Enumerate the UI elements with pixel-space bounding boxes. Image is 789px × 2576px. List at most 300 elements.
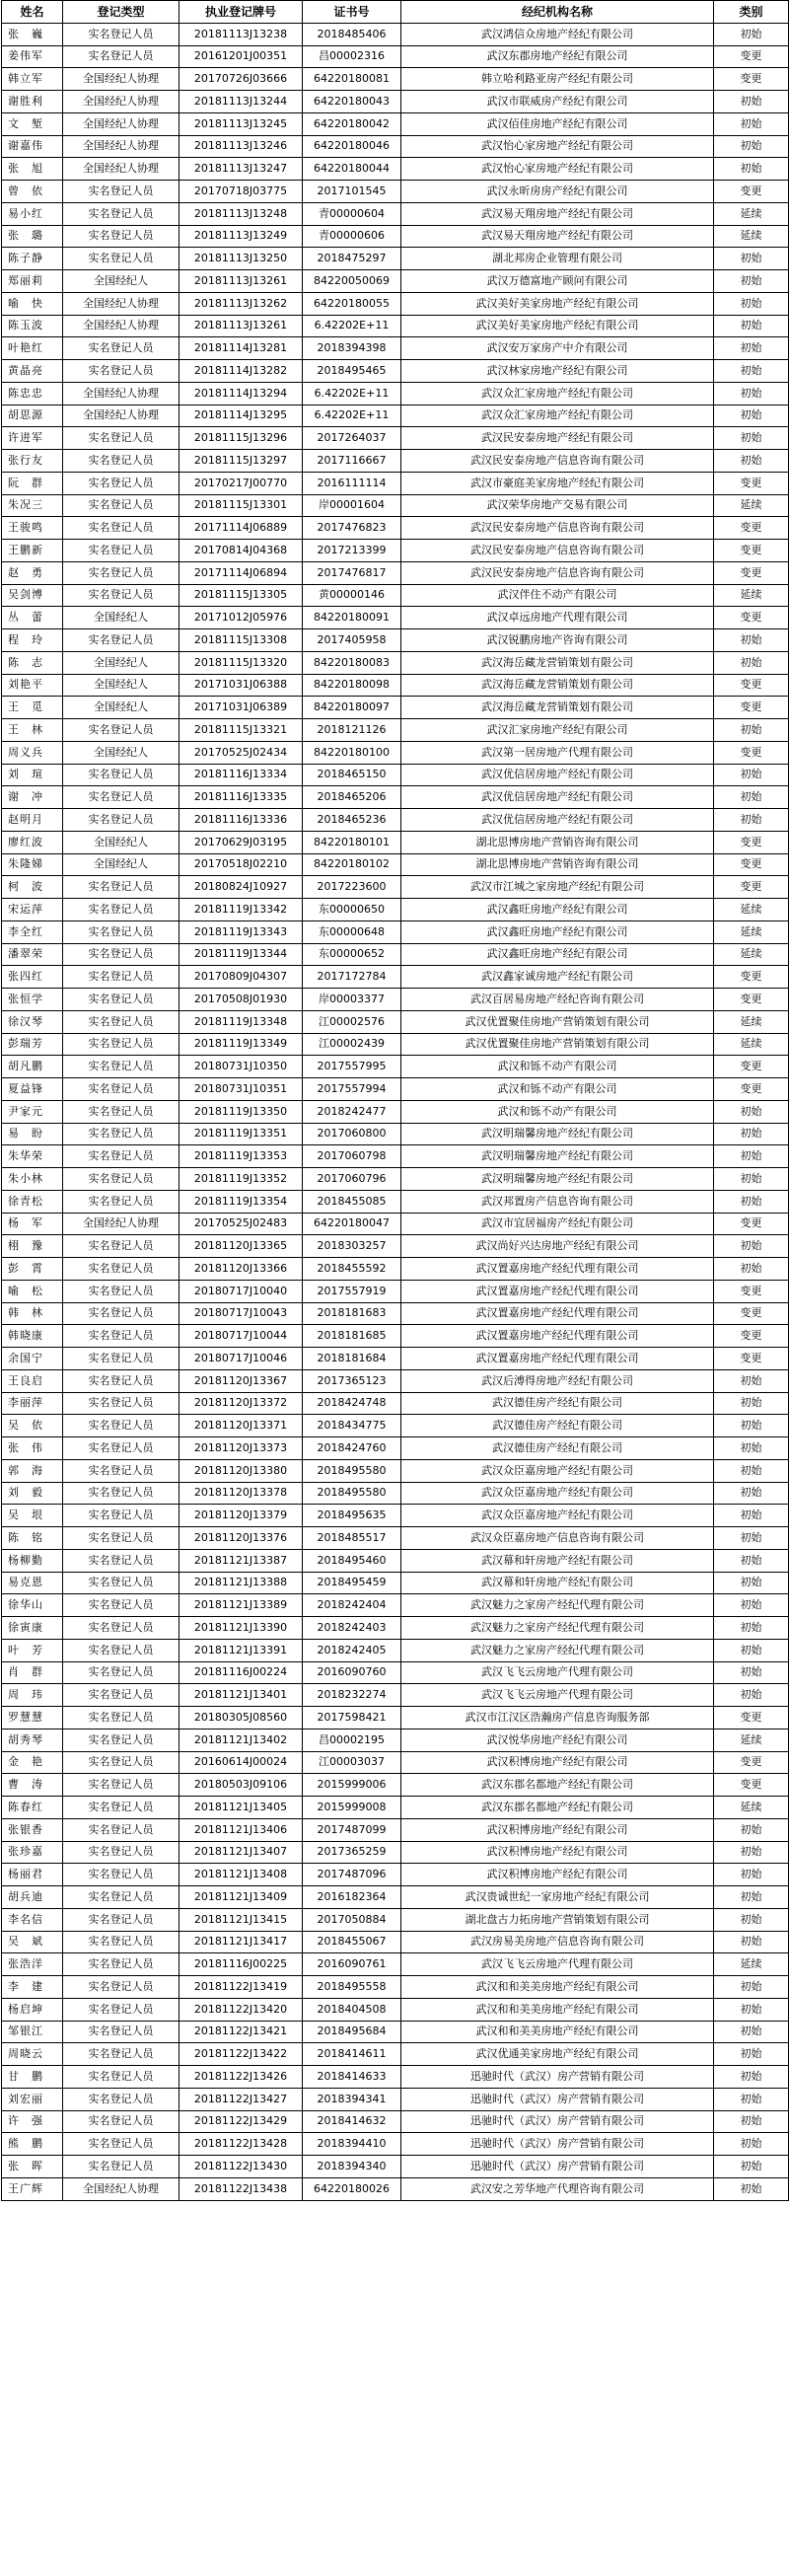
cell-category: 变更 [714, 561, 789, 584]
cell-agency-name: 武汉民安泰房地产信息咨询有限公司 [401, 450, 714, 473]
cell-agency-name: 武汉优信居房地产经纪有限公司 [401, 786, 714, 809]
cell-registration-type: 实名登记人员 [63, 1527, 179, 1550]
cell-practice-number: 20181121J13406 [179, 1818, 303, 1841]
table-row [2, 1482, 789, 1505]
cell-practice-number: 20181121J13387 [179, 1549, 303, 1572]
table-row [2, 1235, 789, 1258]
cell-practice-number: 20160614J00024 [179, 1751, 303, 1774]
cell-agency-name: 武汉鑫旺房地产经纪有限公司 [401, 899, 714, 921]
cell-agency-name: 武汉林家房地产经纪有限公司 [401, 360, 714, 383]
cell-agency-name: 武汉和铄不动产有限公司 [401, 1056, 714, 1078]
cell-registration-type: 实名登记人员 [63, 1886, 179, 1909]
cell-certificate-number: 黄00000146 [303, 584, 401, 607]
cell-category: 初始 [714, 1235, 789, 1258]
cell-registration-type: 实名登记人员 [63, 1302, 179, 1325]
cell-agency-name: 武汉和铄不动产有限公司 [401, 1078, 714, 1101]
cell-agency-name: 武汉第一居房地产代理有限公司 [401, 741, 714, 764]
cell-registration-type: 实名登记人员 [63, 1056, 179, 1078]
cell-practice-number: 20170809J04307 [179, 966, 303, 989]
cell-certificate-number: 2017050884 [303, 1908, 401, 1931]
cell-agency-name: 武汉优置聚佳房地产营销策划有限公司 [401, 1010, 714, 1033]
cell-registration-type: 实名登记人员 [63, 1235, 179, 1258]
cell-registration-type: 全国经纪人 [63, 270, 179, 293]
cell-certificate-number: 2018394340 [303, 2156, 401, 2178]
cell-agency-name: 武汉和和美美房地产经纪有限公司 [401, 1998, 714, 2021]
cell-name: 潘翠荣 [2, 943, 63, 966]
cell-category: 初始 [714, 2177, 789, 2200]
cell-certificate-number: 2018465236 [303, 809, 401, 832]
cell-name: 刘 瑄 [2, 764, 63, 786]
cell-registration-type: 实名登记人员 [63, 1325, 179, 1348]
cell-certificate-number: 64220180055 [303, 292, 401, 315]
cell-agency-name: 武汉魅力之家房产经纪代理有限公司 [401, 1617, 714, 1640]
cell-name: 周义兵 [2, 741, 63, 764]
cell-agency-name: 武汉易天翔房地产经纪有限公司 [401, 202, 714, 225]
cell-agency-name: 武汉置嘉房地产经纪代理有限公司 [401, 1258, 714, 1281]
cell-registration-type: 全国经纪人协理 [63, 405, 179, 427]
cell-category: 变更 [714, 1348, 789, 1370]
cell-practice-number: 20181121J13401 [179, 1684, 303, 1707]
cell-category: 初始 [714, 2156, 789, 2178]
cell-certificate-number: 2017172784 [303, 966, 401, 989]
cell-registration-type: 实名登记人员 [63, 1505, 179, 1527]
cell-practice-number: 20181122J13422 [179, 2043, 303, 2066]
cell-agency-name: 武汉安万家房产中介有限公司 [401, 337, 714, 360]
cell-certificate-number: 64220180043 [303, 91, 401, 113]
cell-practice-number: 20181122J13426 [179, 2066, 303, 2089]
cell-certificate-number: 2015999006 [303, 1774, 401, 1797]
cell-registration-type: 全国经纪人协理 [63, 135, 179, 158]
cell-certificate-number: 江00002576 [303, 1010, 401, 1033]
table-row [2, 1908, 789, 1931]
header-name: 姓名 [2, 1, 63, 24]
cell-certificate-number: 2018414632 [303, 2110, 401, 2133]
cell-practice-number: 20181116J00225 [179, 1953, 303, 1976]
cell-category: 变更 [714, 741, 789, 764]
cell-category: 延续 [714, 1729, 789, 1751]
table-row [2, 270, 789, 293]
cell-certificate-number: 2016090760 [303, 1661, 401, 1684]
cell-category: 延续 [714, 202, 789, 225]
cell-agency-name: 武汉众臣嘉房地产经纪有限公司 [401, 1482, 714, 1505]
cell-category: 初始 [714, 315, 789, 337]
cell-practice-number: 20181115J13297 [179, 450, 303, 473]
table-row [2, 1437, 789, 1460]
table-row [2, 584, 789, 607]
cell-registration-type: 全国经纪人 [63, 674, 179, 697]
cell-practice-number: 20181121J13405 [179, 1797, 303, 1819]
table-row [2, 2021, 789, 2043]
cell-practice-number: 20181119J13342 [179, 899, 303, 921]
cell-agency-name: 韩立哈利路亚房产经纪有限公司 [401, 68, 714, 91]
cell-agency-name: 迅驰时代（武汉）房产营销有限公司 [401, 2066, 714, 2089]
cell-practice-number: 20170525J02483 [179, 1213, 303, 1235]
cell-registration-type: 实名登记人员 [63, 920, 179, 943]
cell-registration-type: 实名登记人员 [63, 1168, 179, 1191]
cell-practice-number: 20181114J13295 [179, 405, 303, 427]
cell-category: 初始 [714, 158, 789, 181]
cell-name: 栩 豫 [2, 1235, 63, 1258]
cell-agency-name: 武汉飞飞云房地产代理有限公司 [401, 1661, 714, 1684]
cell-practice-number: 20170814J04368 [179, 540, 303, 562]
cell-name: 张 晖 [2, 2156, 63, 2178]
table-row [2, 112, 789, 135]
cell-category: 初始 [714, 382, 789, 405]
header-registration-type: 登记类型 [63, 1, 179, 24]
cell-certificate-number: 2018495465 [303, 360, 401, 383]
cell-registration-type: 实名登记人员 [63, 225, 179, 248]
cell-agency-name: 湖北思博房地产营销咨询有限公司 [401, 831, 714, 853]
cell-name: 柯 波 [2, 876, 63, 899]
cell-category: 变更 [714, 1302, 789, 1325]
cell-certificate-number: 2017405958 [303, 629, 401, 652]
table-row [2, 405, 789, 427]
cell-registration-type: 实名登记人员 [63, 1729, 179, 1751]
cell-category: 变更 [714, 966, 789, 989]
table-row [2, 1033, 789, 1056]
table-row [2, 1549, 789, 1572]
cell-certificate-number: 2018121126 [303, 719, 401, 742]
cell-category: 变更 [714, 1213, 789, 1235]
cell-category: 初始 [714, 23, 789, 45]
cell-registration-type: 实名登记人员 [63, 786, 179, 809]
cell-agency-name: 武汉民安泰房地产信息咨询有限公司 [401, 517, 714, 540]
cell-name: 李名信 [2, 1908, 63, 1931]
cell-agency-name: 武汉和和美美房地产经纪有限公司 [401, 1976, 714, 1999]
cell-registration-type: 全国经纪人协理 [63, 112, 179, 135]
cell-registration-type: 实名登记人员 [63, 764, 179, 786]
cell-practice-number: 20181119J13354 [179, 1190, 303, 1213]
cell-certificate-number: 2018475297 [303, 248, 401, 270]
cell-name: 夏益锋 [2, 1078, 63, 1101]
cell-certificate-number: 2017060800 [303, 1123, 401, 1145]
cell-category: 初始 [714, 91, 789, 113]
cell-agency-name: 武汉幕和轩房地产经纪有限公司 [401, 1549, 714, 1572]
cell-category: 延续 [714, 1033, 789, 1056]
cell-category: 初始 [714, 1392, 789, 1415]
cell-name: 熊 鹏 [2, 2133, 63, 2156]
cell-agency-name: 迅驰时代（武汉）房产营销有限公司 [401, 2156, 714, 2178]
cell-certificate-number: 2018404508 [303, 1998, 401, 2021]
cell-category: 初始 [714, 629, 789, 652]
cell-agency-name: 武汉明瑞馨房地产经纪有限公司 [401, 1123, 714, 1145]
cell-registration-type: 实名登记人员 [63, 1100, 179, 1123]
cell-category: 初始 [714, 112, 789, 135]
cell-registration-type: 全国经纪人 [63, 741, 179, 764]
table-row [2, 1774, 789, 1797]
cell-agency-name: 武汉荣华房地产交易有限公司 [401, 494, 714, 517]
registration-table [1, 0, 789, 2201]
table-row [2, 225, 789, 248]
cell-practice-number: 20181122J13427 [179, 2088, 303, 2110]
cell-category: 初始 [714, 1818, 789, 1841]
cell-registration-type: 实名登记人员 [63, 2156, 179, 2178]
cell-name: 朱小林 [2, 1168, 63, 1191]
cell-name: 张 伟 [2, 1437, 63, 1460]
cell-registration-type: 全国经纪人协理 [63, 292, 179, 315]
table-row [2, 2110, 789, 2133]
cell-name: 曾 依 [2, 181, 63, 203]
cell-certificate-number: 东00000648 [303, 920, 401, 943]
cell-agency-name: 武汉安之芳华地产代理咨询有限公司 [401, 2177, 714, 2200]
cell-agency-name: 武汉佰佳房地产经纪有限公司 [401, 112, 714, 135]
cell-practice-number: 20181119J13344 [179, 943, 303, 966]
cell-name: 王骏鸣 [2, 517, 63, 540]
cell-agency-name: 武汉市宜居福房产经纪有限公司 [401, 1213, 714, 1235]
table-row [2, 315, 789, 337]
cell-name: 文 堑 [2, 112, 63, 135]
cell-agency-name: 武汉德佳房产经纪有限公司 [401, 1415, 714, 1437]
cell-name: 张 璐 [2, 225, 63, 248]
cell-name: 胡思源 [2, 405, 63, 427]
cell-category: 初始 [714, 248, 789, 270]
cell-name: 彭 霄 [2, 1258, 63, 1281]
cell-practice-number: 20181113J13247 [179, 158, 303, 181]
cell-name: 陈忠忠 [2, 382, 63, 405]
cell-certificate-number: 2018455592 [303, 1258, 401, 1281]
cell-name: 周 玮 [2, 1684, 63, 1707]
cell-registration-type: 实名登记人员 [63, 1459, 179, 1482]
cell-practice-number: 20181122J13438 [179, 2177, 303, 2200]
table-row [2, 989, 789, 1011]
cell-certificate-number: 2018414633 [303, 2066, 401, 2089]
cell-certificate-number: 2018242405 [303, 1639, 401, 1661]
cell-practice-number: 20180305J08560 [179, 1707, 303, 1730]
cell-registration-type: 实名登记人员 [63, 1190, 179, 1213]
table-row [2, 1818, 789, 1841]
cell-practice-number: 20170518J02210 [179, 853, 303, 876]
cell-agency-name: 武汉众臣嘉房地产信息咨询有限公司 [401, 1527, 714, 1550]
cell-name: 曹 涛 [2, 1774, 63, 1797]
cell-registration-type: 全国经纪人协理 [63, 1213, 179, 1235]
table-row [2, 1976, 789, 1999]
table-row [2, 1078, 789, 1101]
cell-certificate-number: 84220180098 [303, 674, 401, 697]
cell-name: 徐华山 [2, 1594, 63, 1617]
cell-practice-number: 20181114J13294 [179, 382, 303, 405]
table-row [2, 809, 789, 832]
cell-name: 王 林 [2, 719, 63, 742]
cell-category: 初始 [714, 1998, 789, 2021]
cell-certificate-number: 2018485517 [303, 1527, 401, 1550]
cell-certificate-number: 2016182364 [303, 1886, 401, 1909]
cell-name: 王广辉 [2, 2177, 63, 2200]
cell-agency-name: 武汉房易美房地产信息咨询有限公司 [401, 1931, 714, 1953]
cell-agency-name: 武汉悦华房地产经纪有限公司 [401, 1729, 714, 1751]
cell-certificate-number: 2018181684 [303, 1348, 401, 1370]
cell-name: 朱华荣 [2, 1145, 63, 1168]
cell-name: 廖红波 [2, 831, 63, 853]
cell-certificate-number: 2017223600 [303, 876, 401, 899]
cell-name: 王鹏新 [2, 540, 63, 562]
cell-registration-type: 实名登记人员 [63, 202, 179, 225]
cell-name: 肖 群 [2, 1661, 63, 1684]
cell-certificate-number: 2018414611 [303, 2043, 401, 2066]
cell-category: 初始 [714, 1617, 789, 1640]
table-body [2, 23, 789, 2200]
cell-registration-type: 全国经纪人协理 [63, 382, 179, 405]
cell-registration-type: 实名登记人员 [63, 1617, 179, 1640]
table-row [2, 1258, 789, 1281]
cell-registration-type: 实名登记人员 [63, 561, 179, 584]
cell-certificate-number: 2018485406 [303, 23, 401, 45]
table-row [2, 337, 789, 360]
cell-name: 张四红 [2, 966, 63, 989]
cell-name: 徐汉琴 [2, 1010, 63, 1033]
cell-practice-number: 20181122J13421 [179, 2021, 303, 2043]
table-row [2, 1145, 789, 1168]
cell-registration-type: 实名登记人员 [63, 1751, 179, 1774]
cell-practice-number: 20181119J13353 [179, 1145, 303, 1168]
cell-agency-name: 武汉优通美家房地产经纪有限公司 [401, 2043, 714, 2066]
cell-certificate-number: 2017487096 [303, 1864, 401, 1886]
cell-agency-name: 武汉海岳藏龙营销策划有限公司 [401, 697, 714, 719]
cell-agency-name: 武汉怡心家房地产经纪有限公司 [401, 158, 714, 181]
cell-category: 初始 [714, 1886, 789, 1909]
cell-name: 黄晶亮 [2, 360, 63, 383]
cell-category: 变更 [714, 831, 789, 853]
cell-name: 胡凡鹏 [2, 1056, 63, 1078]
cell-registration-type: 实名登记人员 [63, 1707, 179, 1730]
cell-agency-name: 武汉市豪庭美家房地产经纪有限公司 [401, 472, 714, 494]
cell-certificate-number: 2017213399 [303, 540, 401, 562]
cell-agency-name: 武汉民安泰房地产信息咨询有限公司 [401, 561, 714, 584]
cell-agency-name: 武汉鑫旺房地产经纪有限公司 [401, 943, 714, 966]
cell-certificate-number: 2018232274 [303, 1684, 401, 1707]
cell-registration-type: 实名登记人员 [63, 1797, 179, 1819]
cell-agency-name: 武汉尚好兴达房地产经纪有限公司 [401, 1235, 714, 1258]
cell-practice-number: 20181115J13296 [179, 427, 303, 450]
table-row [2, 360, 789, 383]
cell-practice-number: 20181120J13365 [179, 1235, 303, 1258]
cell-name: 宋运萍 [2, 899, 63, 921]
table-row [2, 45, 789, 68]
cell-agency-name: 武汉优信居房地产经纪有限公司 [401, 809, 714, 832]
cell-practice-number: 20181113J13248 [179, 202, 303, 225]
cell-practice-number: 20171012J05976 [179, 607, 303, 629]
cell-agency-name: 武汉鑫家诚房地产经纪有限公司 [401, 966, 714, 989]
cell-name: 胡兵迪 [2, 1886, 63, 1909]
cell-registration-type: 实名登记人员 [63, 1572, 179, 1594]
cell-registration-type: 实名登记人员 [63, 1661, 179, 1684]
cell-agency-name: 武汉百居易房地产经纪咨询有限公司 [401, 989, 714, 1011]
cell-category: 变更 [714, 697, 789, 719]
cell-category: 初始 [714, 1123, 789, 1145]
table-row [2, 651, 789, 674]
cell-certificate-number: 2018181685 [303, 1325, 401, 1348]
cell-agency-name: 武汉众汇家房地产经纪有限公司 [401, 382, 714, 405]
cell-agency-name: 武汉民安泰房地产经纪有限公司 [401, 427, 714, 450]
table-row [2, 2177, 789, 2200]
table-row [2, 1505, 789, 1527]
cell-name: 甘 鹏 [2, 2066, 63, 2089]
cell-certificate-number: 84220050069 [303, 270, 401, 293]
cell-name: 王 觅 [2, 697, 63, 719]
cell-agency-name: 武汉东郡名都地产经纪有限公司 [401, 1774, 714, 1797]
cell-registration-type: 全国经纪人协理 [63, 315, 179, 337]
cell-registration-type: 实名登记人员 [63, 427, 179, 450]
cell-certificate-number: 2018242404 [303, 1594, 401, 1617]
cell-certificate-number: 东00000650 [303, 899, 401, 921]
cell-agency-name: 迅驰时代（武汉）房产营销有限公司 [401, 2088, 714, 2110]
table-row [2, 853, 789, 876]
cell-name: 刘 毅 [2, 1482, 63, 1505]
table-row [2, 741, 789, 764]
table-row [2, 2066, 789, 2089]
cell-name: 易克恩 [2, 1572, 63, 1594]
cell-practice-number: 20181115J13308 [179, 629, 303, 652]
cell-category: 初始 [714, 1864, 789, 1886]
cell-registration-type: 实名登记人员 [63, 2088, 179, 2110]
cell-registration-type: 实名登记人员 [63, 809, 179, 832]
cell-name: 丛 蕾 [2, 607, 63, 629]
table-row [2, 719, 789, 742]
cell-agency-name: 武汉飞飞云房地产代理有限公司 [401, 1684, 714, 1707]
cell-practice-number: 20161201J00351 [179, 45, 303, 68]
header-certificate-number: 证书号 [303, 1, 401, 24]
cell-certificate-number: 2016111114 [303, 472, 401, 494]
table-row [2, 1864, 789, 1886]
cell-practice-number: 20170217J00770 [179, 472, 303, 494]
cell-practice-number: 20180503J09106 [179, 1774, 303, 1797]
cell-agency-name: 武汉明瑞馨房地产经纪有限公司 [401, 1145, 714, 1168]
cell-agency-name: 武汉置嘉房地产经纪代理有限公司 [401, 1348, 714, 1370]
cell-practice-number: 20181120J13367 [179, 1369, 303, 1392]
cell-registration-type: 实名登记人员 [63, 1145, 179, 1168]
cell-category: 变更 [714, 1325, 789, 1348]
cell-certificate-number: 2017476823 [303, 517, 401, 540]
cell-name: 赵 勇 [2, 561, 63, 584]
table-row [2, 561, 789, 584]
cell-registration-type: 实名登记人员 [63, 1864, 179, 1886]
cell-practice-number: 20181121J13408 [179, 1864, 303, 1886]
cell-agency-name: 武汉和和美美房地产经纪有限公司 [401, 2021, 714, 2043]
cell-certificate-number: 2018394341 [303, 2088, 401, 2110]
cell-name: 陈春红 [2, 1797, 63, 1819]
cell-registration-type: 实名登记人员 [63, 1774, 179, 1797]
cell-category: 初始 [714, 1190, 789, 1213]
cell-practice-number: 20181121J13415 [179, 1908, 303, 1931]
cell-category: 初始 [714, 1100, 789, 1123]
table-row [2, 1617, 789, 1640]
cell-registration-type: 实名登记人员 [63, 719, 179, 742]
table-row [2, 920, 789, 943]
table-row [2, 1639, 789, 1661]
cell-agency-name: 武汉鑫旺房地产经纪有限公司 [401, 920, 714, 943]
cell-certificate-number: 6.42202E+11 [303, 315, 401, 337]
cell-agency-name: 武汉魅力之家房产经纪代理有限公司 [401, 1594, 714, 1617]
cell-name: 张 旭 [2, 158, 63, 181]
cell-practice-number: 20181120J13372 [179, 1392, 303, 1415]
table-row [2, 831, 789, 853]
cell-certificate-number: 2017264037 [303, 427, 401, 450]
table-row [2, 2156, 789, 2178]
table-row [2, 1594, 789, 1617]
cell-category: 延续 [714, 1010, 789, 1033]
cell-practice-number: 20181119J13352 [179, 1168, 303, 1191]
table-row [2, 1213, 789, 1235]
cell-practice-number: 20181116J13334 [179, 764, 303, 786]
cell-certificate-number: 2015999008 [303, 1797, 401, 1819]
cell-practice-number: 20181122J13430 [179, 2156, 303, 2178]
cell-agency-name: 武汉海岳藏龙营销策划有限公司 [401, 674, 714, 697]
cell-certificate-number: 2018394398 [303, 337, 401, 360]
table-row [2, 764, 789, 786]
cell-registration-type: 实名登记人员 [63, 517, 179, 540]
table-row [2, 966, 789, 989]
cell-registration-type: 实名登记人员 [63, 1818, 179, 1841]
table-row [2, 1729, 789, 1751]
